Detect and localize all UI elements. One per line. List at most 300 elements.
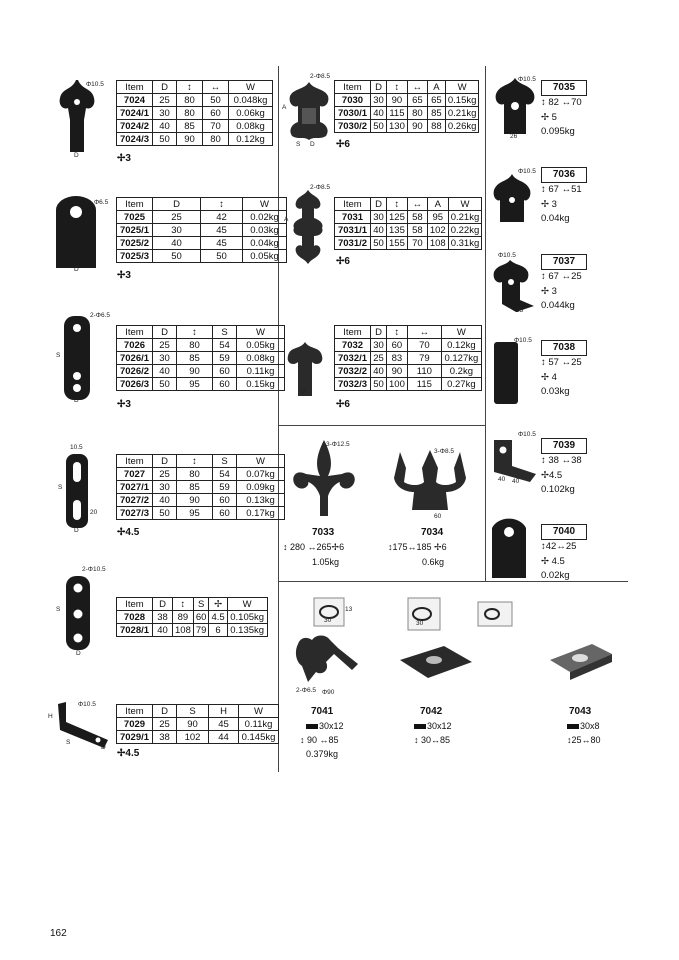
item-code-cell: 7025/3 (117, 250, 153, 263)
weight-7034: 0.6kg (422, 557, 445, 567)
table-cell: 0.127kg (441, 352, 481, 365)
table-cell: 50 (203, 94, 229, 107)
table-row (117, 731, 279, 744)
table-cell: 83 (387, 352, 408, 365)
table-cell: 130 (387, 120, 408, 133)
page-number: 162 (50, 928, 67, 939)
table-cell: 89 (173, 611, 194, 624)
table-row (117, 211, 287, 224)
table-cell: 85 (177, 120, 203, 133)
table-row (117, 237, 287, 250)
table-cell: 50 (153, 250, 201, 263)
dims-7043: ↕25↔80 (567, 735, 601, 745)
table-cell: 0.15kg (237, 378, 285, 391)
table-cell: 90 (177, 133, 203, 146)
hole-label: Φ10.5 (86, 81, 104, 88)
dim-s-label: S (56, 352, 61, 359)
table-row (335, 107, 479, 120)
image-7031-ornament (290, 188, 326, 266)
table-cell: 0.11kg (237, 365, 285, 378)
image-7035-finial (490, 76, 540, 140)
table-cell: 4.5 (209, 611, 227, 624)
table-cell: 85 (177, 352, 213, 365)
table-cell: 115 (407, 378, 441, 391)
table-cell: 40 (371, 107, 387, 120)
hole-label: Φ10.5 (498, 252, 516, 259)
table-header-cell: D (153, 81, 177, 94)
weight-7041: 0.379kg (306, 749, 339, 759)
dim-d-label: D (76, 650, 81, 657)
item-code-cell: 7032/3 (335, 378, 371, 391)
table-cell: 0.05kg (237, 339, 285, 352)
image-7036-finial (490, 172, 534, 226)
table-header-cell: S (193, 598, 209, 611)
weight-line: 0.04kg (541, 213, 570, 224)
table-cell: 79 (193, 624, 209, 637)
spec-table-7025 (116, 197, 287, 263)
hole-label: Φ10.5 (518, 168, 536, 175)
fastener-line: ✢ 4.5 (541, 555, 565, 567)
table-cell: 60 (193, 611, 209, 624)
table-cell: 25 (153, 718, 177, 731)
info-7036 (541, 183, 582, 227)
dims-line: ↕ 82 ↔70 (541, 97, 582, 108)
item-code-cell: 7026 (117, 339, 153, 352)
item-code-cell: 7026/1 (117, 352, 153, 365)
table-cell: 95 (427, 211, 448, 224)
table-header-cell: ↔ (407, 326, 441, 339)
table-header-row (335, 81, 479, 94)
item-code-cell: 7028 (117, 611, 153, 624)
table-cell: 30 (153, 107, 177, 120)
table-header-cell: W (243, 198, 287, 211)
image-7026-strap (60, 314, 100, 404)
table-cell: 42 (201, 211, 243, 224)
table-cell: 80 (407, 107, 427, 120)
dim-d-label: D (101, 744, 106, 751)
dim-d-label: D (74, 152, 79, 159)
weight-line: 0.03kg (541, 386, 570, 397)
info-7039 (541, 454, 582, 498)
item-code-cell: 7027/3 (117, 507, 153, 520)
table-header-cell: W (237, 326, 285, 339)
dim-d-label: D (74, 266, 79, 273)
table-header-cell: ↔ (407, 198, 427, 211)
table-cell: 0.11kg (239, 718, 279, 731)
table-cell: 95 (177, 378, 213, 391)
table-header-cell: ↕ (387, 198, 408, 211)
fastener-size-7027: ✢4.5 (117, 527, 140, 538)
table-header-cell: A (427, 198, 448, 211)
image-7042-slotted-plate (396, 596, 476, 686)
dims-line: ↕ 67 ↔25 (541, 271, 582, 282)
table-cell: 0.08kg (237, 352, 285, 365)
dim-label: 25 (516, 307, 524, 314)
table-cell: 58 (407, 211, 427, 224)
product-code-7040: 7040 (541, 524, 587, 540)
table-header-cell: Item (117, 326, 153, 339)
table-header-cell: Item (117, 455, 153, 468)
table-cell: 25 (153, 211, 201, 224)
table-header-cell: S (177, 705, 209, 718)
item-code-cell: 7025/1 (117, 224, 153, 237)
table-cell: 60 (213, 507, 237, 520)
table-row (335, 211, 482, 224)
table-cell: 102 (177, 731, 209, 744)
table-cell: 59 (213, 481, 237, 494)
spec-table-7027 (116, 454, 285, 520)
table-cell: 80 (177, 107, 203, 120)
item-code-cell: 7029/1 (117, 731, 153, 744)
table-row (117, 378, 285, 391)
table-row (117, 507, 285, 520)
info-7038 (541, 356, 582, 400)
table-cell: 0.12kg (229, 133, 273, 146)
table-header-cell: ↔ (203, 81, 229, 94)
table-cell: 60 (203, 107, 229, 120)
dim-90-label: Φ90 (322, 689, 335, 696)
info-7040 (541, 540, 576, 584)
table-header-cell: Item (117, 81, 153, 94)
table-row (117, 624, 268, 637)
product-code-7034: 7034 (421, 527, 444, 538)
table-header-cell: W (441, 326, 481, 339)
table-header-cell: A (427, 81, 445, 94)
table-row (335, 352, 482, 365)
dims-line: ↕ 57 ↔25 (541, 357, 582, 368)
bar-section-icon (567, 724, 579, 729)
table-cell: 60 (213, 378, 237, 391)
table-header-cell: ↕ (177, 81, 203, 94)
table-cell: 50 (371, 237, 387, 250)
dim-20-label: 20 (90, 509, 98, 516)
item-code-cell: 7024/3 (117, 133, 153, 146)
table-cell: 90 (407, 120, 427, 133)
item-code-cell: 7031/2 (335, 237, 371, 250)
table-cell: 30 (371, 339, 387, 352)
dim-label: 40 (498, 476, 506, 483)
table-cell: 0.22kg (448, 224, 482, 237)
weight-line: 0.044kg (541, 300, 575, 311)
table-header-row (117, 705, 279, 718)
table-header-cell: ↕ (387, 81, 408, 94)
table-cell: 135 (387, 224, 408, 237)
table-row (335, 378, 482, 391)
hole-label: 2-Φ6.5 (296, 687, 317, 694)
table-cell: 0.12kg (441, 339, 481, 352)
hole-label: 2-Φ6.5 (90, 312, 111, 319)
spec-table-7024 (116, 80, 273, 146)
item-code-cell: 7031 (335, 211, 371, 224)
table-row (335, 94, 479, 107)
table-header-cell: W (445, 81, 479, 94)
product-code-7042: 7042 (420, 706, 443, 717)
table-cell: 6 (209, 624, 227, 637)
image-7040-tab-plate (490, 514, 530, 580)
hole-label: 2-Φ10.5 (82, 566, 106, 573)
product-code-7039: 7039 (541, 438, 587, 454)
table-cell: 50 (153, 507, 177, 520)
item-code-cell: 7024 (117, 94, 153, 107)
table-cell: 108 (173, 624, 194, 637)
table-header-cell: S (213, 326, 237, 339)
table-cell: 90 (387, 365, 408, 378)
table-cell: 0.26kg (445, 120, 479, 133)
table-row (117, 352, 285, 365)
table-header-row (335, 198, 482, 211)
product-code-7035: 7035 (541, 80, 587, 96)
table-cell: 40 (371, 224, 387, 237)
spec-table-7030 (334, 80, 479, 133)
table-cell: 85 (177, 481, 213, 494)
table-cell: 0.02kg (243, 211, 287, 224)
fastener-size-7032: ✢6 (336, 399, 350, 410)
table-cell: 25 (153, 468, 177, 481)
table-cell: 90 (387, 94, 408, 107)
table-row (335, 339, 482, 352)
table-cell: 0.145kg (239, 731, 279, 744)
product-code-7036: 7036 (541, 167, 587, 183)
table-row (117, 94, 273, 107)
item-code-cell: 7032/1 (335, 352, 371, 365)
table-cell: 0.105kg (227, 611, 267, 624)
dims-7034: ↕175↔185 ✢6 (388, 542, 447, 552)
table-cell: 0.27kg (441, 378, 481, 391)
hole-label: Φ10.5 (518, 431, 536, 438)
table-cell: 88 (427, 120, 445, 133)
item-code-cell: 7030 (335, 94, 371, 107)
fastener-size-7026: ✢3 (117, 399, 131, 410)
fastener-line: ✢ 3 (541, 198, 557, 210)
table-cell: 0.05kg (243, 250, 287, 263)
dims-line: ↕ 38 ↔38 (541, 455, 582, 466)
table-cell: 65 (407, 94, 427, 107)
table-cell: 110 (407, 365, 441, 378)
section-7043: 30x8 (567, 721, 600, 731)
table-cell: 30 (371, 211, 387, 224)
table-cell: 90 (177, 718, 209, 731)
table-cell: 25 (371, 352, 387, 365)
table-header-cell: D (371, 198, 387, 211)
table-row (117, 481, 285, 494)
table-header-cell: D (153, 705, 177, 718)
table-cell: 40 (153, 365, 177, 378)
image-7027-strap (64, 452, 94, 532)
dim-d-label: D (74, 397, 79, 404)
item-code-cell: 7030/1 (335, 107, 371, 120)
table-cell: 50 (153, 378, 177, 391)
table-cell: 0.04kg (243, 237, 287, 250)
image-7034-triple-spear (390, 448, 470, 518)
table-cell: 0.17kg (237, 507, 285, 520)
table-cell: 0.21kg (448, 211, 482, 224)
table-row (117, 120, 273, 133)
table-cell: 38 (153, 611, 173, 624)
table-cell: 30 (153, 224, 201, 237)
item-code-cell: 7027/2 (117, 494, 153, 507)
table-cell: 125 (387, 211, 408, 224)
image-7025-tab-plate (52, 196, 102, 272)
spec-table-7031 (334, 197, 482, 250)
table-cell: 30 (153, 481, 177, 494)
dims-line: ↕42↔25 (541, 541, 577, 552)
image-7043-slotted-clip (476, 600, 616, 690)
dim-a-label: A (282, 104, 287, 111)
table-cell: 80 (177, 94, 203, 107)
dim-label: 40 (512, 478, 520, 485)
table-cell: 80 (177, 468, 213, 481)
item-code-cell: 7032 (335, 339, 371, 352)
table-cell: 59 (213, 352, 237, 365)
table-cell: 60 (387, 339, 408, 352)
table-header-cell: D (153, 455, 177, 468)
weight-line: 0.095kg (541, 126, 575, 137)
item-code-cell: 7026/2 (117, 365, 153, 378)
spec-table-7029 (116, 704, 279, 744)
item-code-cell: 7031/1 (335, 224, 371, 237)
table-cell: 50 (201, 250, 243, 263)
table-cell: 108 (427, 237, 448, 250)
dim-a-label: 30 (416, 620, 424, 627)
table-cell: 60 (213, 365, 237, 378)
spec-table-7026 (116, 325, 285, 391)
table-cell: 0.03kg (243, 224, 287, 237)
dim-b-label: 13 (345, 606, 353, 613)
table-header-cell: Item (335, 198, 371, 211)
table-cell: 50 (371, 120, 387, 133)
dim-a-label: 30 (324, 617, 332, 624)
dims-7042: ↕ 30↔85 (414, 735, 451, 745)
divider-left-middle (278, 66, 279, 772)
table-header-row (117, 326, 285, 339)
dims-7033: ↕ 280 ↔265✢6 (283, 542, 345, 552)
dim-s-label: S (56, 606, 61, 613)
item-code-cell: 7029 (117, 718, 153, 731)
table-cell: 0.09kg (237, 481, 285, 494)
table-cell: 79 (407, 352, 441, 365)
image-7024-finial-bracket (52, 76, 108, 158)
table-row (117, 365, 285, 378)
hole-label: Φ10.5 (514, 337, 532, 344)
table-cell: 115 (387, 107, 408, 120)
table-header-cell: H (209, 705, 239, 718)
table-header-cell: D (153, 198, 201, 211)
table-header-cell: Item (117, 598, 153, 611)
table-header-cell: W (448, 198, 482, 211)
table-cell: 90 (177, 494, 213, 507)
table-header-cell: Item (335, 326, 371, 339)
table-cell: 0.08kg (229, 120, 273, 133)
section-7042: 30x12 (414, 721, 452, 731)
table-cell: 40 (153, 494, 177, 507)
table-row (117, 339, 285, 352)
table-cell: 0.13kg (237, 494, 285, 507)
table-cell: 0.31kg (448, 237, 482, 250)
table-row (117, 224, 287, 237)
dim-d-label: D (310, 141, 315, 148)
image-7033-fleur-de-lis (286, 438, 362, 518)
fastener-size-7025: ✢3 (117, 270, 131, 281)
table-cell: 58 (407, 224, 427, 237)
dim-s-label: S (66, 739, 71, 746)
table-cell: 95 (177, 507, 213, 520)
table-header-cell: D (153, 598, 173, 611)
fastener-line: ✢4.5 (541, 469, 563, 481)
table-row (117, 494, 285, 507)
table-cell: 45 (201, 224, 243, 237)
item-code-cell: 7028/1 (117, 624, 153, 637)
table-cell: 50 (153, 133, 177, 146)
product-code-7038: 7038 (541, 340, 587, 356)
product-code-7033: 7033 (312, 527, 335, 538)
table-cell: 25 (153, 339, 177, 352)
table-row (117, 133, 273, 146)
hole-label: 2-Φ8.5 (310, 73, 331, 80)
table-header-row (117, 455, 285, 468)
table-header-cell: D (371, 326, 387, 339)
table-cell: 85 (427, 107, 445, 120)
table-header-cell: ↕ (177, 326, 213, 339)
table-header-cell: W (227, 598, 267, 611)
fastener-size-7024: ✢3 (117, 153, 131, 164)
table-header-cell: Item (117, 198, 153, 211)
table-cell: 25 (153, 94, 177, 107)
hole-label: Φ10.5 (518, 76, 536, 83)
item-code-cell: 7027 (117, 468, 153, 481)
spec-table-7028 (116, 597, 268, 637)
table-cell: 0.135kg (227, 624, 267, 637)
table-cell: 54 (213, 468, 237, 481)
table-cell: 60 (213, 494, 237, 507)
table-row (335, 237, 482, 250)
bar-section-icon (306, 724, 318, 729)
dim-h-label: H (48, 713, 53, 720)
table-cell: 0.21kg (445, 107, 479, 120)
table-header-cell: ↕ (201, 198, 243, 211)
weight-line: 0.102kg (541, 484, 575, 495)
product-code-7041: 7041 (311, 706, 334, 717)
weight-line: 0.02kg (541, 570, 570, 581)
table-row (335, 365, 482, 378)
table-header-cell: D (371, 81, 387, 94)
item-code-cell: 7025 (117, 211, 153, 224)
table-header-cell: D (153, 326, 177, 339)
table-header-cell: ↕ (177, 455, 213, 468)
dim-d-label: D (301, 388, 306, 395)
table-header-cell: S (213, 455, 237, 468)
table-row (117, 250, 287, 263)
weight-7033: 1.05kg (312, 557, 340, 567)
image-7028-strap (62, 574, 96, 654)
hole-label: 2-Φ8.5 (310, 184, 331, 191)
table-cell: 0.06kg (229, 107, 273, 120)
table-cell: 70 (407, 339, 441, 352)
table-cell: 70 (407, 237, 427, 250)
table-header-cell: Item (117, 705, 153, 718)
table-header-row (117, 81, 273, 94)
table-cell: 30 (371, 94, 387, 107)
hole-label: Φ10.5 (78, 701, 96, 708)
bar-section-icon (414, 724, 426, 729)
fastener-line: ✢ 3 (541, 285, 557, 297)
table-cell: 0.048kg (229, 94, 273, 107)
table-header-row (335, 326, 482, 339)
dim-s-label: S (58, 484, 63, 491)
product-code-7037: 7037 (541, 254, 587, 270)
table-cell: 80 (177, 339, 213, 352)
info-7035 (541, 96, 582, 140)
dim-d-label: D (74, 527, 79, 534)
